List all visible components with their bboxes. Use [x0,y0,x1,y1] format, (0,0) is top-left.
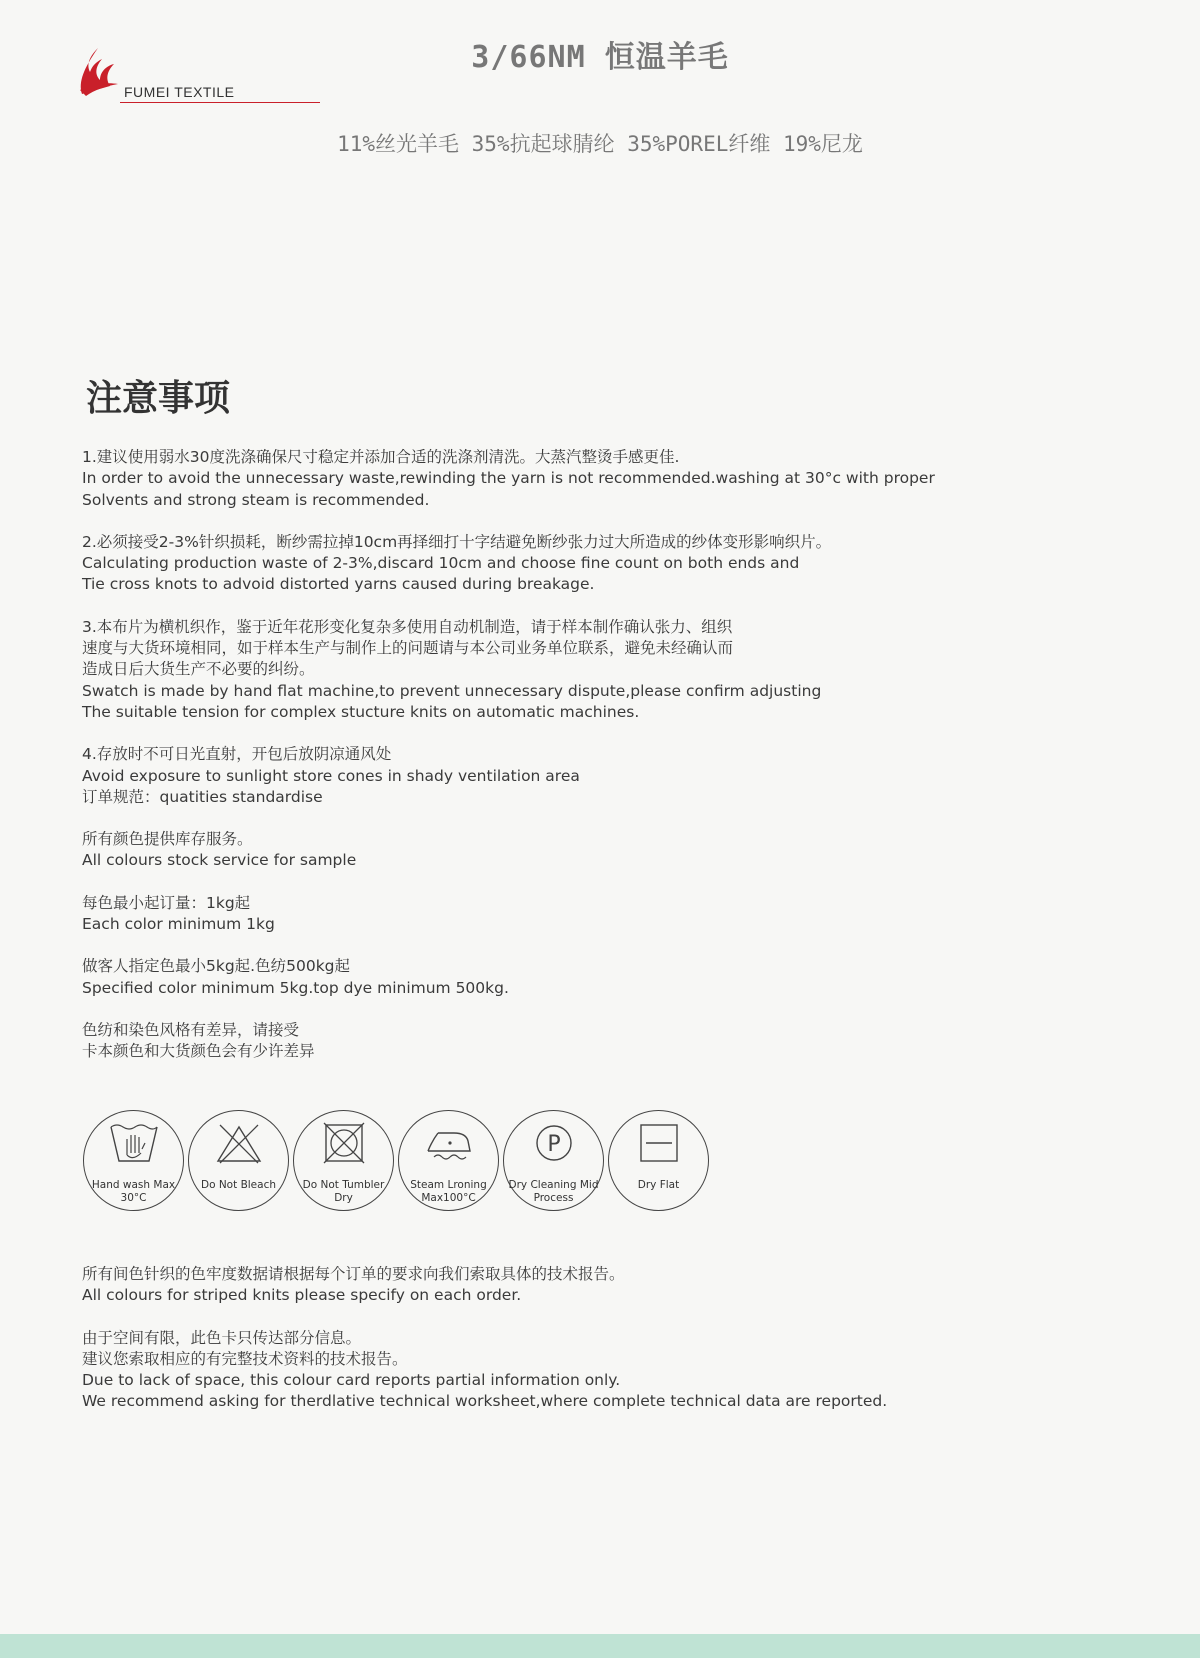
care-label: Do Not Tumbler Dry [302,1179,385,1204]
care-label: Do Not Bleach [200,1179,277,1191]
note-block [82,744,1142,808]
care-dry-cleaning [503,1110,604,1211]
brand-underline [120,102,320,103]
note-block [82,1020,1142,1063]
text-line: Calculating production waste of 2-3%,discard 10cm and choose fine count on both ends and [82,554,800,573]
text-line: Avoid exposure to sunlight store cones in shady ventilation area [82,766,580,785]
dry-flat-icon [634,1121,684,1167]
care-label: Dry Flat [637,1179,680,1191]
dry-cleaning-icon [529,1121,579,1167]
text-line: 订单规范：quatities standardise [82,787,323,806]
footer-section [82,1264,1142,1434]
text-line: 由于空间有限，此色卡只传达部分信息。 [82,1328,362,1347]
svg-text:P: P [547,1132,561,1157]
note-block [82,447,1142,511]
care-do-not-bleach [188,1110,289,1211]
brand-name: FUMEI TEXTILE [124,84,235,100]
notes-section [82,447,1142,1084]
notes-heading: 注意事项 [86,378,231,419]
care-label: Hand wash Max 30°C [91,1179,176,1204]
care-label: Steam Lroning Max100°C [410,1179,487,1204]
note-block [82,893,1142,936]
text-line: We recommend asking for therdlative technical worksheet,where complete technical data are reported. [82,1392,888,1411]
hand-wash-icon [109,1121,159,1167]
page-title: 3/66NM 恒温羊毛 [471,40,729,75]
text-line: 4.存放时不可日光直射，开包后放阴凉通风处 [82,745,392,764]
text-line: 3.本布片为横机织作，鉴于近年花形变化复杂多使用自动机制造，请于样本制作确认张力、组织 [82,617,733,636]
footer-note [82,1264,1142,1307]
footer-note [82,1328,1142,1413]
text-line: 做客人指定色最小5kg起.色纺500kg起 [82,957,351,976]
text-line: In order to avoid the unnecessary waste,rewinding the yarn is not recommended.washing at 30°c with proper [82,469,935,488]
text-line: Solvents and strong steam is recommended. [82,490,430,509]
text-line: Swatch is made by hand flat machine,to prevent unnecessary dispute,please confirm adjusting [82,681,822,700]
text-line: Specified color minimum 5kg.top dye minimum 500kg. [82,978,509,997]
text-line: 卡本颜色和大货颜色会有少许差异 [82,1042,315,1061]
care-do-not-tumble-dry [293,1110,394,1211]
care-icons-row [83,1110,723,1216]
care-steam-ironing [398,1110,499,1211]
text-line: 速度与大货环境相同，如于样本生产与制作上的问题请与本公司业务单位联系，避免未经确认而 [82,639,734,658]
bottom-color-band [0,1634,1200,1658]
steam-ironing-icon [424,1121,474,1167]
note-block [82,956,1142,999]
text-line: The suitable tension for complex stucture knits on automatic machines. [82,702,640,721]
note-block [82,617,1142,723]
text-line: 2.必须接受2-3%针织损耗，断纱需拉掉10cm再择细打十字结避免断纱张力过大所造成的纱体变形影响织片。 [82,532,832,551]
text-line: 所有间色针织的色牢度数据请根据每个订单的要求向我们索取具体的技术报告。 [82,1265,625,1283]
do-not-tumble-dry-icon [319,1121,369,1167]
text-line: 所有颜色提供库存服务。 [82,830,253,849]
text-line: 造成日后大货生产不必要的纠纷。 [82,660,315,679]
care-dry-flat [608,1110,709,1211]
text-line: 建议您索取相应的有完整技术资料的技术报告。 [82,1349,408,1368]
text-line: Each color minimum 1kg [82,915,275,934]
do-not-bleach-icon [214,1121,264,1167]
text-line: All colours for striped knits please specify on each order. [82,1286,522,1305]
note-block [82,829,1142,872]
fiber-composition: 11%丝光羊毛 35%抗起球腈纶 35%POREL纤维 19%尼龙 [337,132,863,156]
text-line: All colours stock service for sample [82,851,357,870]
text-line: 色纺和染色风格有差异，请接受 [82,1020,300,1039]
care-hand-wash [83,1110,184,1211]
text-line: 每色最小起订量：1kg起 [82,893,251,912]
note-block [82,532,1142,596]
text-line: 1.建议使用弱水30度洗涤确保尺寸稳定并添加合适的洗涤剂清洗。大蒸汽整烫手感更佳. [82,448,680,466]
text-line: Due to lack of space, this colour card reports partial information only. [82,1371,621,1390]
text-line: Tie cross knots to advoid distorted yarns caused during breakage. [82,575,595,594]
care-label: Dry Cleaning Mid Process [508,1179,599,1204]
